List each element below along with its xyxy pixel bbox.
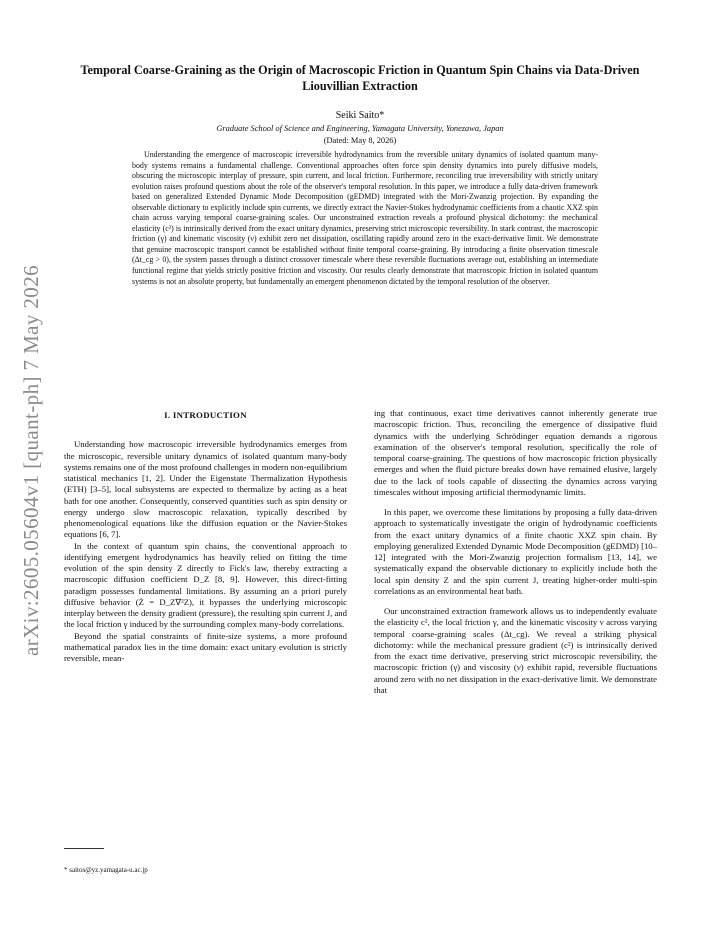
footnote: * saitos@yz.yamagata-u.ac.jp: [64, 866, 148, 874]
left-column: [64, 408, 347, 664]
date: (Dated: May 8, 2026): [323, 136, 397, 145]
abstract: Understanding the emergence of macroscopic irreversible hydrodynamics from the reversible unitary dynamics of isolated quantum many-body systems remains a fundamental challenge. Conventional approaches often force spin density dynamics into purely diffusive models, obscuring the microscopic interplay of pressure, spin current, and local friction. Furthermore, reconciling true irreversibility with strictly unitary evolution raises profound questions about the role of the observer's temporal resolution. In this paper, we introduce a fully data-driven framework based on generalized Extended Dynamic Mode Decomposition (gEDMD) integrated with the Mori-Zwanzig projection. By expanding the observable dictionary to explicitly include spin currents, we directly extract the Navier-Stokes hydrodynamic coefficients from a chaotic XXZ spin chain across varying temporal coarse-graining scales. Our unconstrained extraction reveals a profound physical dichotomy: the mechanical elasticity (c²) is intrinsically derived from the exact unitary dynamics, preserving strict microscopic reversibility. In stark contrast, the macroscopic friction (γ) and kinematic viscosity (ν) exhibit zero net dissipation, oscillating rapidly around zero in the exact-derivative limit. We demonstrate that genuine macroscopic transport cannot be established without finite temporal coarse-graining. By introducing a finite observation timescale (Δt_cg > 0), the system passes through a distinct crossover timescale where these reversible fluctuations average out, establishing an intermediate functional regime that yields strictly positive friction and viscosity. Our results clearly demonstrate that macroscopic friction in isolated quantum systems is not an absolute property, but fundamentally an emergent phenomenon dictated by the temporal resolution of the observer.: [132, 150, 598, 286]
paragraph: Our unconstrained extraction framework allows us to independently evaluate the elasticity c², the local friction γ, and the kinematic viscosity ν across varying temporal coarse-graining scales (Δt_cg). We reveal a striking physical dichotomy: while the mechanical pressure gradient (c²) is intrinsically derived from the exact time derivative, preserving strict microscopic reversibility, the macroscopic friction (γ) and viscosity (ν) exhibit rapid, reversible fluctuations around zero with no net dissipation in the exact-derivative limit. We demonstrate that: [374, 606, 657, 695]
paragraph: Beyond the spatial constraints of finite-size systems, a more profound mathematical paradox lies in the time domain: exact unitary evolution is strictly reversible, mean-: [64, 630, 347, 663]
section-heading: I. INTRODUCTION: [164, 410, 247, 420]
arxiv-stamp-text: arXiv:2605.05604v1 [quant-ph] 7 May 2026: [19, 264, 44, 656]
right-column: [374, 408, 657, 696]
paragraph: In this paper, we overcome these limitations by proposing a fully data-driven approach to systematically investigate the origin of hydrodynamic coefficients from the exact unitary dynamics of a finite chaotic XXZ spin chain. By employing generalized Extended Dynamic Mode Decomposition (gEDMD) [10–12] integrated with the Mori-Zwanzig projection formalism [13, 14], we systematically expand the observable dictionary to explicitly include both the local spin density Z and the spin current J, treating higher-order multi-spin correlations as an environmental heat bath.: [374, 507, 657, 596]
footnote-rule: [64, 848, 104, 849]
arxiv-stamp: [14, 250, 50, 670]
paragraph: ing that continuous, exact time derivatives cannot inherently generate true macroscopic friction. Thus, reconciling the emergence of dissipative fluid dynamics with the underlying Schrödinger equation demands a rigorous examination of the observer's temporal resolution, specifically the role of temporal coarse-graining. The questions of how macroscopic friction physically emerges and when the fluid picture breaks down have remained elusive, largely due to the lack of tools capable of dissecting the dynamics across varying timescales without imposing artificial thermodynamic limits.: [374, 408, 657, 497]
paper-title: Temporal Coarse-Graining as the Origin of Macroscopic Friction in Quantum Spin Chains via Data-Driven Liouvillian Extraction: [80, 63, 640, 93]
author: Seiki Saito*: [335, 110, 385, 121]
paragraph: Understanding how macroscopic irreversible hydrodynamics emerges from the microscopic, reversible unitary dynamics of isolated quantum many-body systems remains one of the most profound challenges in modern non-equilibrium statistical mechanics [1, 2]. Under the Eigenstate Thermalization Hypothesis (ETH) [3–5], local subsystems are expected to thermalize by acting as a heat bath for one another. Consequently, conserved quantities such as spin density or energy undergo slow macroscopic relaxation, typically described by phenomenological equations like the diffusion equation or the Navier-Stokes equations [6, 7].: [64, 439, 347, 540]
paragraph: In the context of quantum spin chains, the conventional approach to identifying emergent hydrodynamics has heavily relied on fitting the time evolution of the spin density Z directly to Fick's law, thereby extracting a macroscopic diffusion coefficient D_Z [8, 9]. However, this direct-fitting paradigm possesses fundamental limitations. By assuming an a priori purely diffusive behavior (Ż = D_Z∇²Z), it bypasses the underlying microscopic interplay between the density gradient (pressure), the resulting spin current J, and the local friction γ induced by the surrounding complex many-body correlations.: [64, 540, 347, 630]
affiliation: Graduate School of Science and Engineering, Yamagata University, Yonezawa, Japan: [216, 124, 504, 133]
